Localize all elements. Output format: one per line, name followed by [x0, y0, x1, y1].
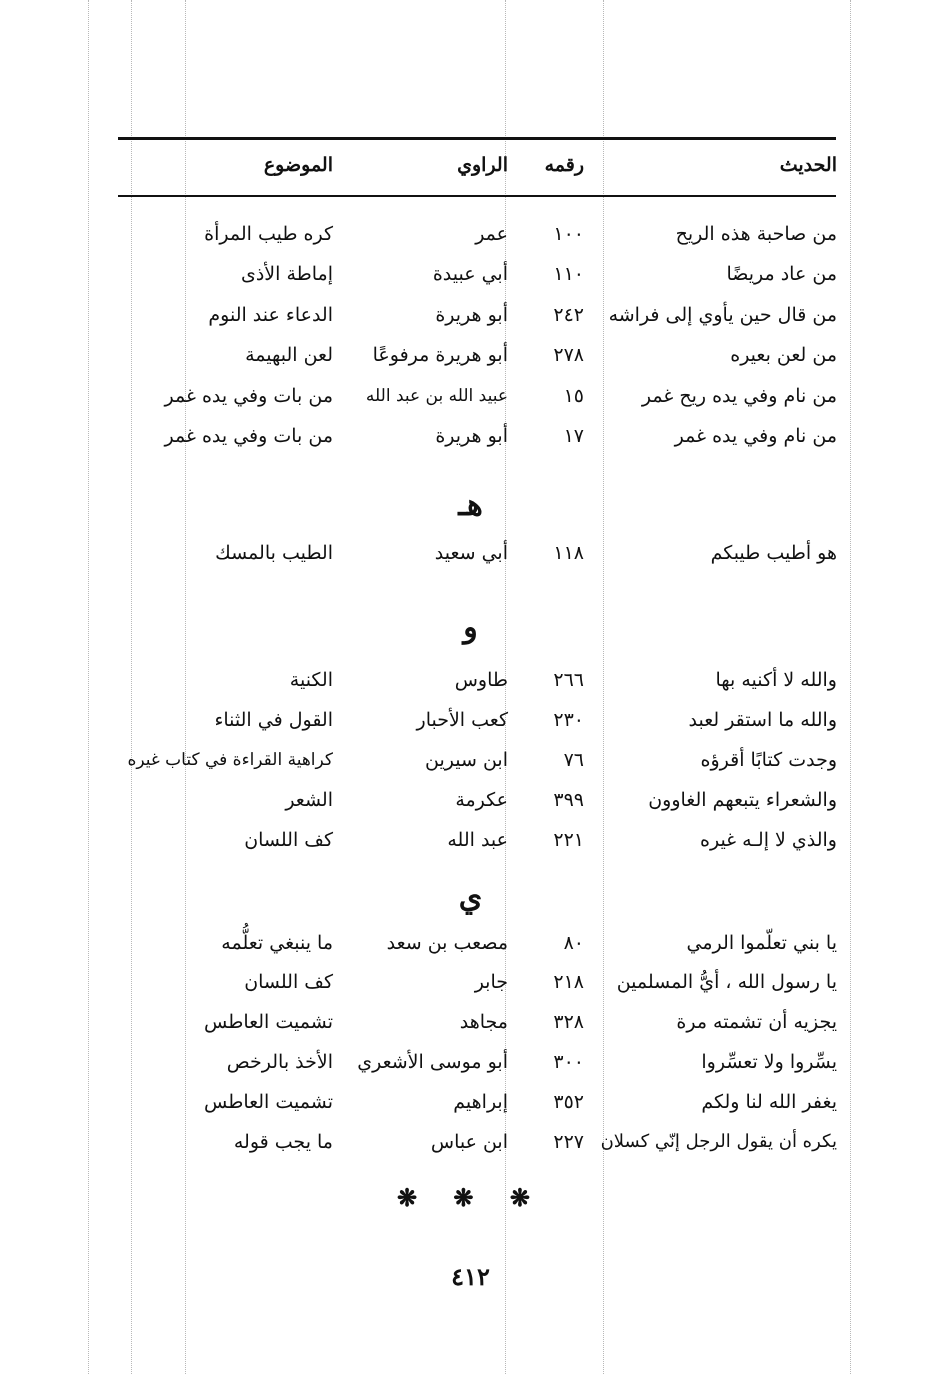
header-topic: الموضوع	[263, 154, 333, 176]
guide-line	[185, 0, 186, 1374]
hadith-text: من لعن بعيره	[730, 344, 837, 366]
narrator: عبد الله	[447, 829, 508, 851]
hadith-number: ١٠٠	[553, 223, 584, 245]
hadith-text: يغفر الله لنا ولكم	[701, 1091, 837, 1113]
hadith-number: ٢٤٢	[553, 304, 584, 326]
hadith-number: ٢١٨	[553, 971, 584, 993]
hadith-text: من نام وفي يده ريح غمر	[641, 385, 837, 407]
hadith-text: يسِّروا ولا تعسِّروا	[701, 1051, 837, 1073]
hadith-number: ١١٠	[553, 263, 584, 285]
topic: من بات وفي يده غمر	[164, 385, 333, 407]
header-top-rule	[118, 137, 836, 140]
topic: كره طيب المرأة	[204, 223, 333, 245]
hadith-number: ٢٣٠	[553, 709, 584, 731]
guide-line	[850, 0, 851, 1374]
hadith-text: من عاد مريضًا	[726, 263, 837, 285]
hadith-number: ٣٥٢	[553, 1091, 584, 1113]
section-separator-stars: ❋ ❋ ❋	[396, 1183, 545, 1212]
hadith-text: وجدت كتابًا أقرؤه	[700, 749, 837, 771]
guide-line	[603, 0, 604, 1374]
topic: كف اللسان	[244, 829, 333, 851]
section-letter: ي	[458, 880, 483, 915]
header-number: رقمه	[544, 154, 584, 176]
narrator: عبيد الله بن عبد الله	[365, 386, 508, 406]
hadith-number: ٣٠٠	[553, 1051, 584, 1073]
narrator: أبي عبيدة	[432, 263, 508, 285]
hadith-number: ١٧	[563, 425, 584, 447]
hadith-text: يجزيه أن تشمته مرة	[676, 1011, 837, 1033]
hadith-number: ٢٢٧	[553, 1131, 584, 1153]
topic: القول في الثناء	[214, 709, 333, 731]
topic: كف اللسان	[244, 971, 333, 993]
hadith-text: هو أطيب طيبكم	[710, 542, 837, 564]
hadith-text: من قال حين يأوي إلى فراشه	[608, 304, 837, 326]
narrator: جابر	[474, 971, 508, 993]
topic: تشميت العاطس	[203, 1091, 333, 1113]
narrator: إبراهيم	[453, 1091, 508, 1113]
narrator: أبو هريرة مرفوعًا	[372, 344, 508, 366]
hadith-text: من نام وفي يده غمر	[674, 425, 837, 447]
topic: لعن البهيمة	[245, 344, 333, 366]
hadith-number: ٢٦٦	[553, 669, 584, 691]
hadith-number: ٢٧٨	[553, 344, 584, 366]
narrator: كعب الأحبار	[416, 709, 508, 731]
header-narrator: الراوي	[457, 154, 508, 176]
narrator: أبي سعيد	[434, 542, 508, 564]
hadith-number: ١١٨	[553, 542, 584, 564]
guide-line	[88, 0, 89, 1374]
hadith-number: ٨٠	[563, 932, 584, 954]
topic: إماطة الأذى	[240, 263, 333, 285]
narrator: مصعب بن سعد	[386, 932, 508, 954]
hadith-number: ١٥	[563, 385, 584, 407]
topic: ما ينبغي تعلُّمه	[221, 932, 333, 954]
hadith-text: والله ما استقر لعبد	[688, 709, 837, 731]
narrator: مجاهد	[459, 1011, 508, 1033]
narrator: عمر	[475, 223, 508, 245]
hadith-number: ٣٩٩	[553, 789, 584, 811]
narrator: أبو هريرة	[435, 425, 508, 447]
topic: كراهية القراءة في كتاب غيره	[127, 750, 333, 770]
hadith-text: والله لا أكنيه بها	[715, 669, 837, 691]
hadith-number: ٣٢٨	[553, 1011, 584, 1033]
header-bottom-rule	[118, 195, 836, 197]
hadith-text: من صاحبة هذه الريح	[675, 223, 837, 245]
narrator: أبو هريرة	[435, 304, 508, 326]
narrator: طاوس	[454, 669, 508, 691]
topic: الأخذ بالرخص	[226, 1051, 333, 1073]
hadith-text: والذي لا إلـه غيره	[700, 829, 837, 851]
hadith-text: يا بني تعلّموا الرمي	[686, 932, 837, 954]
hadith-text: يكره أن يقول الرجل إنّي كسلان	[600, 1131, 837, 1152]
hadith-text: يا رسول الله ، أيُّ المسلمين	[616, 971, 837, 993]
topic: الشعر	[285, 789, 333, 811]
narrator: ابن عباس	[430, 1131, 508, 1153]
topic: ما يجب قوله	[233, 1131, 333, 1153]
narrator: ابن سيرين	[425, 749, 508, 771]
narrator: أبو موسى الأشعري	[357, 1051, 508, 1073]
topic: تشميت العاطس	[203, 1011, 333, 1033]
hadith-number: ٢٢١	[553, 829, 584, 851]
topic: الكنية	[289, 669, 333, 691]
topic: الدعاء عند النوم	[208, 304, 333, 326]
topic: الطيب بالمسك	[215, 542, 333, 564]
guide-line	[131, 0, 132, 1374]
hadith-number: ٧٦	[563, 749, 584, 771]
section-letter: هـ	[458, 488, 483, 523]
topic: من بات وفي يده غمر	[164, 425, 333, 447]
hadith-text: والشعراء يتبعهم الغاوون	[648, 789, 837, 811]
narrator: عكرمة	[455, 789, 508, 811]
section-letter: و	[463, 610, 478, 645]
page-number: ٤١٢	[451, 1262, 490, 1291]
header-hadith: الحديث	[779, 154, 837, 176]
